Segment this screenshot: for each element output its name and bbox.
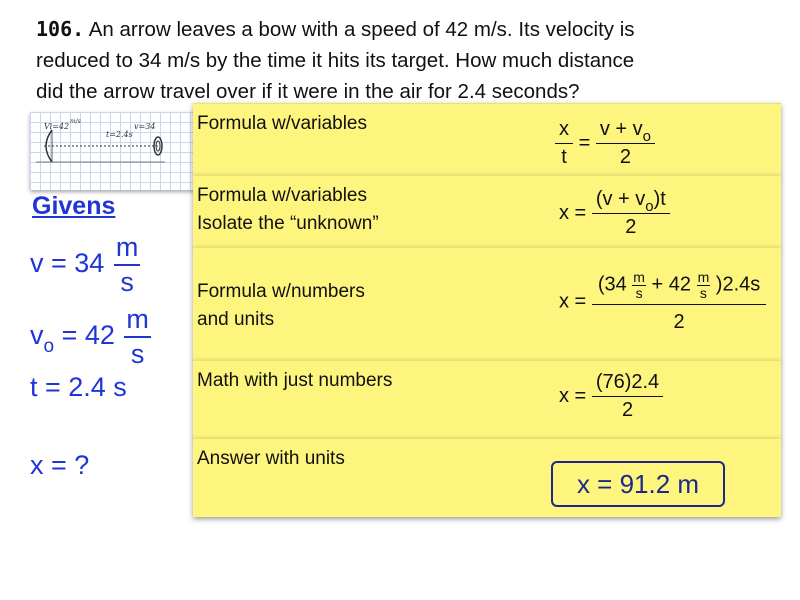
eq2-lhs: x = [559,201,587,224]
given-v [30,234,140,296]
note-formula-variables [193,103,781,176]
equation-4 [559,371,663,422]
given-vo-unit-den: s [130,339,145,369]
given-v-unit-den: s [120,267,134,297]
eq3-open: (34 [597,273,627,296]
eq1-lhs-num: x [555,118,573,144]
given-vo [30,306,151,368]
note-3-label-line-2: and units [197,309,275,330]
sketch-label-v: v=34 [134,122,156,131]
eq4-lhs: x = [559,384,587,407]
given-v-unit [114,234,141,296]
given-vo-unit-num: m [124,306,151,338]
note-2-label-line-1: Formula w/variables [197,185,367,206]
eq2-num-sub: o [645,198,654,215]
eq1-lhs-den: t [561,146,567,168]
eq3-close: )2.4s [715,273,761,296]
sketch-label-vi-unit: m/s [70,118,81,125]
note-isolate-unknown [193,175,781,248]
eq3-m2: m [697,269,710,285]
eq1-rhs-num: v + v [599,118,643,140]
problem-text-line-1: An arrow leaves a bow with a speed of 42 m/s. Its velocity is [84,18,635,41]
given-vo-symbol: v [30,320,44,351]
note-1-label: Formula w/variables [197,113,367,134]
problem-text-line-2: reduced to 34 m/s by the time it hits its target. How much distance [36,49,635,72]
problem-statement [36,14,776,107]
note-2-label-line-2: Isolate the “unknown” [197,213,379,234]
equation-3 [559,270,766,334]
given-x: x = ? [30,450,90,480]
eq1-rhs-den: 2 [619,146,631,168]
eq2-num-open: (v + v [595,188,646,210]
eq2-num-close: )t [653,188,666,210]
eq3-s2: s [699,285,707,301]
sketch-label-vi: Vi=42 [44,122,70,131]
given-vo-subscript: o [43,336,55,358]
eq3-m1: m [633,269,645,285]
sketch-label-t: t=2.4s [106,130,133,139]
given-t: t = 2.4 s [30,372,127,402]
note-math-numbers [193,360,781,439]
eq4-den: 2 [621,399,634,421]
problem-text-line-3: did the arrow travel over if it were in the air for 2.4 seconds? [36,80,580,103]
eq3-den: 2 [673,311,685,333]
note-answer-units [193,438,781,517]
equation-1 [555,118,655,169]
problem-number: 106. [36,17,85,41]
eq4-num: (76)2.4 [592,371,663,397]
note-4-label: Math with just numbers [197,370,393,391]
eq3-s1: s [635,285,643,301]
eq1-rhs-sub: o [642,128,651,145]
eq2-den: 2 [625,216,637,238]
eq1-equals: = [578,131,591,154]
eq3-plus: + 42 [651,273,691,296]
note-numbers-units [193,247,781,361]
arrow-sketch-image [30,112,198,190]
note-5-label: Answer with units [197,448,345,469]
givens-title: Givens [32,192,116,220]
eq3-lhs: x = [559,290,587,313]
note-3-label-line-1: Formula w/numbers [197,281,365,302]
given-vo-value: = 42 [54,320,115,351]
equation-2 [559,188,670,239]
given-v-lhs: v = 34 [30,248,105,279]
answer-box: x = 91.2 m [551,461,725,507]
given-vo-unit [124,306,151,368]
given-v-unit-num: m [114,234,141,266]
